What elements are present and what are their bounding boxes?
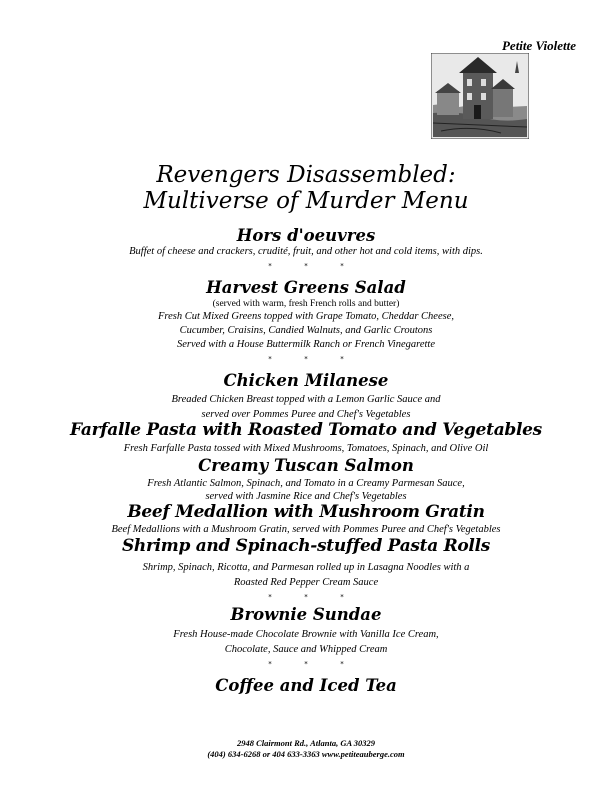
course-title: Chicken Milanese [223, 371, 389, 390]
course-title: Creamy Tuscan Salmon [198, 456, 414, 475]
course-title: Farfalle Pasta with Roasted Tomato and Vegetables [70, 420, 542, 440]
course-title: Hors d'oeuvres [236, 226, 376, 245]
course-description: Fresh House-made Chocolate Brownie with Vanilla Ice Cream, [173, 629, 439, 640]
course-description: Buffet of cheese and crackers, crudité, fruit, and other hot and cold items, with dips. [129, 246, 483, 257]
course-title: Harvest Greens Salad [206, 278, 406, 297]
course-title: Brownie Sundae [230, 605, 382, 624]
footer-address: 2948 Clairmont Rd., Atlanta, GA 30329 [236, 738, 376, 748]
separator: * * * [268, 355, 344, 363]
menu-title-line-1: Revengers Disassembled: [156, 162, 456, 188]
course-description: Cucumber, Craisins, Candied Walnuts, and Garlic Croutons [179, 325, 433, 336]
course-description: Shrimp, Spinach, Ricotta, and Parmesan rolled up in Lasagna Noodles with a [142, 562, 470, 573]
course-description: served over Pommes Puree and Chef's Vegetables [201, 409, 411, 420]
separator: * * * [268, 593, 344, 601]
course-description: Served with a House Buttermilk Ranch or French Vinegarette [177, 339, 435, 350]
course-description: Breaded Chicken Breast topped with a Lemon Garlic Sauce and [171, 394, 441, 405]
course-description: Fresh Cut Mixed Greens topped with Grape Tomato, Cheddar Cheese, [157, 311, 454, 322]
course-title: Shrimp and Spinach-stuffed Pasta Rolls [121, 536, 491, 556]
course-description: Roasted Red Pepper Cream Sauce [233, 577, 379, 588]
separator: * * * [268, 262, 344, 270]
course-description: Fresh Farfalle Pasta tossed with Mixed Mushrooms, Tomatoes, Spinach, and Olive Oil [123, 443, 489, 454]
building-illustration [431, 53, 529, 139]
footer-contact: (404) 634-6268 or 404 633-3363 www.petiteauberge.com [207, 749, 405, 759]
course-note: (served with warm, fresh French rolls and butter) [212, 299, 400, 309]
menu-title-line-2: Multiverse of Murder Menu [143, 188, 469, 214]
course-description: Chocolate, Sauce and Whipped Cream [224, 644, 388, 655]
restaurant-name: Petite Violette [501, 38, 576, 53]
course-title: Coffee and Iced Tea [215, 676, 397, 695]
course-description: served with Jasmine Rice and Chef's Vegetables [205, 491, 407, 502]
separator: * * * [268, 660, 344, 668]
course-title: Beef Medallion with Mushroom Gratin [127, 502, 485, 522]
course-description: Fresh Atlantic Salmon, Spinach, and Tomato in a Creamy Parmesan Sauce, [147, 478, 465, 489]
course-description: Beef Medallions with a Mushroom Gratin, served with Pommes Puree and Chef's Vegetables [111, 524, 501, 535]
